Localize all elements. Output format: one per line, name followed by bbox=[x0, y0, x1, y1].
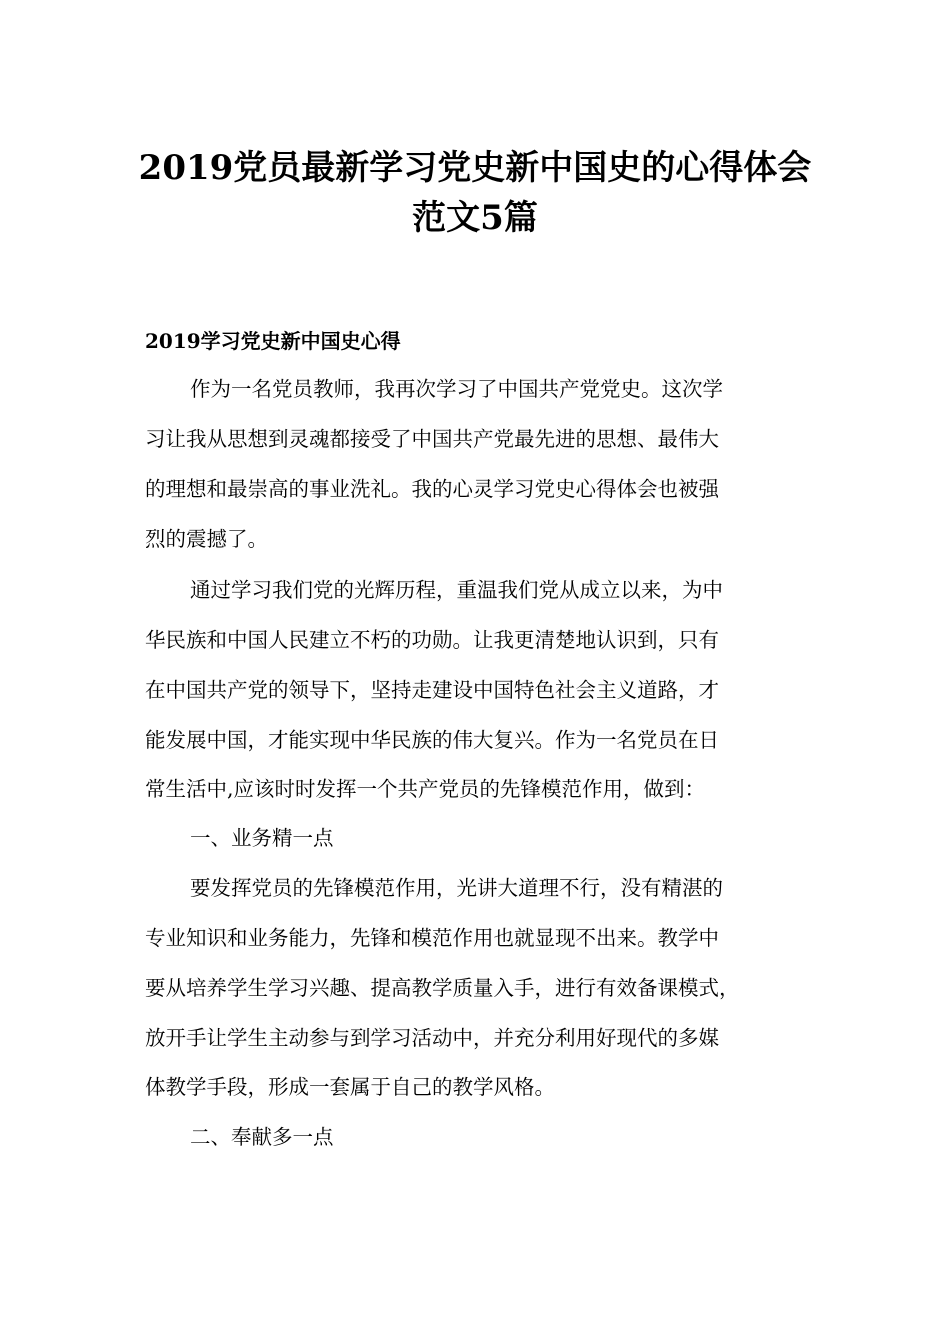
paragraph-line: 要从培养学生学习兴趣、提高教学质量入手，进行有效备课模式， bbox=[145, 976, 740, 1000]
paragraph-line: 专业知识和业务能力，先锋和模范作用也就显现不出来。教学中 bbox=[145, 926, 719, 950]
paragraph-line: 能发展中国，才能实现中华民族的伟大复兴。作为一名党员在日 bbox=[145, 728, 719, 752]
paragraph-line: 习让我从思想到灵魂都接受了中国共产党最先进的思想、最伟大 bbox=[145, 427, 719, 451]
paragraph-line: 烈的震撼了。 bbox=[145, 527, 268, 551]
paragraph-line: 常生活中,应该时时发挥一个共产党员的先锋模范作用，做到： bbox=[145, 777, 706, 801]
document-title-line-1: 2019党员最新学习党史新中国史的心得体会 bbox=[138, 148, 812, 188]
paragraph-line: 通过学习我们党的光辉历程，重温我们党从成立以来，为中 bbox=[190, 578, 723, 602]
paragraph-line: 的理想和最崇高的事业洗礼。我的心灵学习党史心得体会也被强 bbox=[145, 477, 719, 501]
paragraph-line: 作为一名党员教师，我再次学习了中国共产党党史。这次学 bbox=[190, 377, 723, 401]
section-heading: 2019学习党史新中国史心得 bbox=[145, 329, 401, 353]
document-title-line-2: 范文5篇 bbox=[412, 198, 538, 238]
paragraph-line: 放开手让学生主动参与到学习活动中，并充分利用好现代的多媒 bbox=[145, 1026, 719, 1050]
paragraph-line: 在中国共产党的领导下，坚持走建设中国特色社会主义道路，才 bbox=[145, 678, 719, 702]
subheading-line: 一、业务精一点 bbox=[190, 826, 334, 850]
paragraph-line: 华民族和中国人民建立不朽的功勋。让我更清楚地认识到，只有 bbox=[145, 628, 719, 652]
paragraph-line: 要发挥党员的先锋模范作用，光讲大道理不行，没有精湛的 bbox=[190, 876, 723, 900]
paragraph-line: 体教学手段，形成一套属于自己的教学风格。 bbox=[145, 1075, 555, 1099]
subheading-line: 二、奉献多一点 bbox=[190, 1125, 334, 1149]
